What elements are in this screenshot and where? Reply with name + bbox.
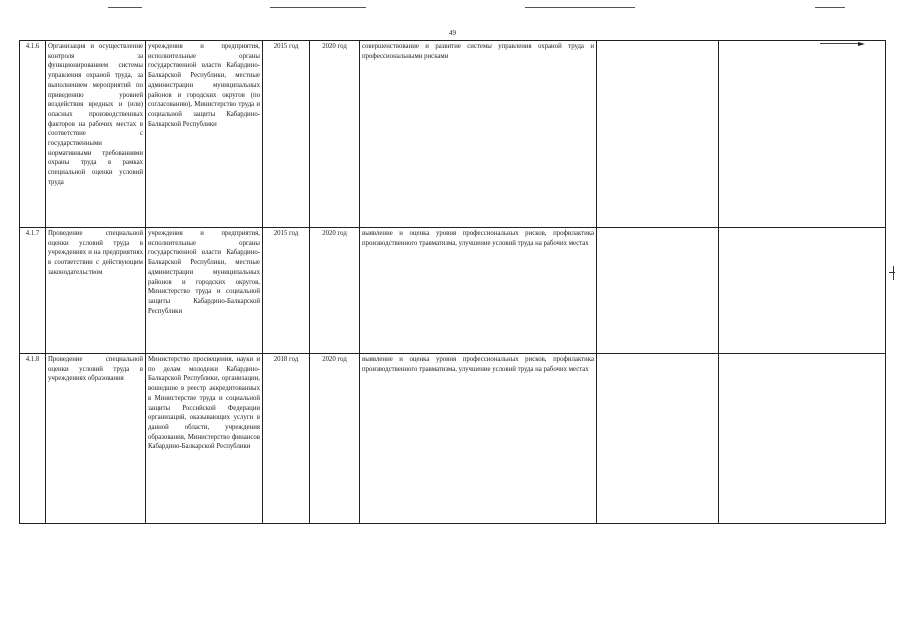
measure-number: 4.1.8 (20, 354, 46, 524)
measure-executors: учреждения и предприятия, исполнительные органы государственной власти Кабардино-Балкарской Республики, местные администрации муниципальных районов и городских округов (по согласованию), Министерство труда и социальной защиты Кабардино-Балкарской Республики (146, 41, 263, 228)
measure-extra-cell (597, 228, 719, 354)
measure-name: Проведение специальной оценки условий труда в учреждениях и на предприятиях в соответствии с действующим законодательством (46, 228, 146, 354)
margin-mark (893, 266, 894, 280)
table-row (20, 228, 886, 354)
measure-end-year: 2020 год (310, 41, 360, 228)
table-row (20, 41, 886, 228)
measure-name: Проведение специальной оценки условий труда в учреждениях образования (46, 354, 146, 524)
measure-extra-cell (719, 41, 886, 228)
measure-extra-cell (597, 354, 719, 524)
measure-start-year: 2015 год (263, 228, 310, 354)
measure-extra-cell (719, 228, 886, 354)
measure-end-year: 2020 год (310, 354, 360, 524)
measure-number: 4.1.7 (20, 228, 46, 354)
measure-extra-cell (597, 41, 719, 228)
arrow-line-mark (820, 43, 860, 44)
measure-start-year: 2015 год (263, 41, 310, 228)
arrow-head-icon (858, 42, 865, 46)
measures-table (19, 40, 886, 524)
scan-artifact (815, 7, 845, 8)
measure-expected-result: совершенствование и развитие системы управления охраной труда и профессиональными рисками (360, 41, 597, 228)
measure-expected-result: выявление и оценка уровня профессиональных рисков, профилактика производственного травматизма, улучшение условий труда на рабочих местах (360, 354, 597, 524)
measure-end-year: 2020 год (310, 228, 360, 354)
page-number: 49 (449, 29, 456, 37)
scan-artifact (108, 7, 142, 8)
measure-extra-cell (719, 354, 886, 524)
scan-artifact (270, 7, 366, 8)
measure-executors: Министерство просвещения, науки и по делам молодежи Кабардино-Балкарской Республики, организации, вошедшие в реестр аккредитованных в Министерстве труда и социальной защиты Российской Федерации организаций, оказывающих услуги в данной области, учреждения образования, Министерство финансов Кабардино-Балкарской Республики (146, 354, 263, 524)
measure-number: 4.1.6 (20, 41, 46, 228)
scan-artifact (525, 7, 635, 8)
measure-name: Организация и осуществление контроля за функционированием системы управления охраной труда, за выполнением мероприятий по приведению уровней воздействия вредных и (или) опасных производственных факторов на рабочих местах в соответствие с государственными нормативными требованиями охраны труда в рамках специальной оценки условий труда (46, 41, 146, 228)
margin-mark (889, 272, 895, 273)
measure-start-year: 2018 год (263, 354, 310, 524)
measure-expected-result: выявление и оценка уровня профессиональных рисков, профилактика производственного травматизма, улучшение условий труда на рабочих местах (360, 228, 597, 354)
table-row (20, 354, 886, 524)
measure-executors: учреждения и предприятия, исполнительные органы государственной власти Кабардино-Балкарской Республики, местные администрации муниципальных районов и городских округов, Министерство труда и социальной защиты Кабардино-Балкарской Республики (146, 228, 263, 354)
